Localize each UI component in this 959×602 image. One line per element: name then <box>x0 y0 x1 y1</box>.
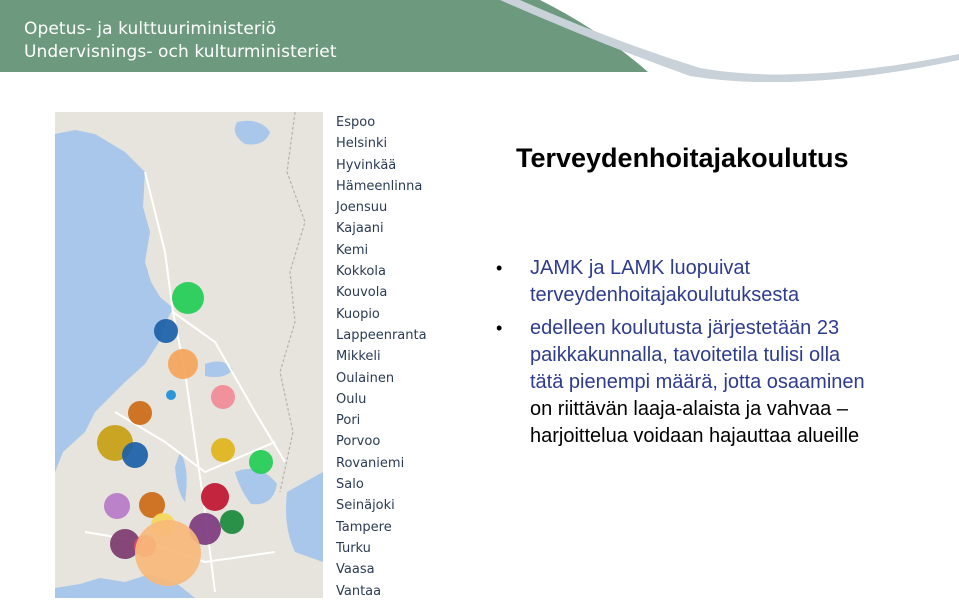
city-name: Vantaa <box>336 583 382 599</box>
map-location-circle <box>128 401 152 425</box>
bullet-icon: • <box>496 258 503 278</box>
map-location-circle <box>168 349 198 379</box>
map-location-circle <box>211 438 235 462</box>
slide-title: Terveydenhoitajakoulutus <box>516 143 849 173</box>
bullet-line: tätä pienempi määrä, jotta osaaminen <box>530 371 865 393</box>
city-name: Kouvola <box>336 285 388 301</box>
city-name: Vaasa <box>336 562 375 578</box>
city-name: Seinäjoki <box>336 498 395 514</box>
bullet-icon: • <box>496 318 503 338</box>
bullet-line: JAMK ja LAMK luopuivat <box>530 257 751 279</box>
city-name: Lappeenranta <box>336 327 427 343</box>
map-location-circle <box>166 390 176 400</box>
city-name: Kajaani <box>336 221 384 237</box>
ministry-header <box>0 0 959 82</box>
city-name: Pori <box>336 413 361 429</box>
city-name: Kokkola <box>336 264 386 280</box>
ministry-name-swedish: Undervisnings- och kulturministeriet <box>24 42 337 62</box>
city-name: Joensuu <box>336 200 388 216</box>
ministry-name-finnish: Opetus- ja kulttuuriministeriö <box>24 19 277 39</box>
map-location-circle <box>154 319 178 343</box>
map-location-circle <box>172 282 204 314</box>
map-location-circle <box>211 385 235 409</box>
city-list <box>336 112 446 602</box>
city-name: Helsinki <box>336 136 388 152</box>
finland-map <box>55 112 323 598</box>
bullet-list <box>496 255 936 456</box>
city-name: Kuopio <box>336 306 380 322</box>
bullet-item <box>496 255 936 309</box>
city-name: Oulainen <box>336 370 395 386</box>
city-name: Turku <box>336 540 371 556</box>
map-location-circle <box>104 493 130 519</box>
map-location-circle <box>220 510 244 534</box>
city-name: Porvoo <box>336 434 381 450</box>
map-location-circle <box>201 483 229 511</box>
map-location-circle <box>135 520 201 586</box>
city-name: Mikkeli <box>336 349 381 365</box>
bullet-line: paikkakunnalla, tavoitetila tulisi olla <box>530 344 841 366</box>
city-name: Oulu <box>336 391 367 407</box>
city-name: Espoo <box>336 115 376 130</box>
header-band-graphic <box>0 0 959 82</box>
bullet-line: harjoittelua voidaan hajauttaa alueille <box>530 425 860 447</box>
city-name: Tampere <box>336 519 392 535</box>
city-name: Salo <box>336 477 364 493</box>
bullet-line: on riittävän laaja-alaista ja vahvaa – <box>530 398 848 420</box>
map-location-circle <box>122 442 148 468</box>
city-name: Hämeenlinna <box>336 178 423 194</box>
bullet-line: edelleen koulutusta järjestetään 23 <box>530 317 840 339</box>
map-location-circle <box>249 450 273 474</box>
city-name: Kemi <box>336 242 369 258</box>
city-name: Rovaniemi <box>336 455 405 471</box>
city-name: Hyvinkää <box>336 157 397 173</box>
bullet-line: terveydenhoitajakoulutuksesta <box>530 284 800 306</box>
bullet-item <box>496 315 936 450</box>
